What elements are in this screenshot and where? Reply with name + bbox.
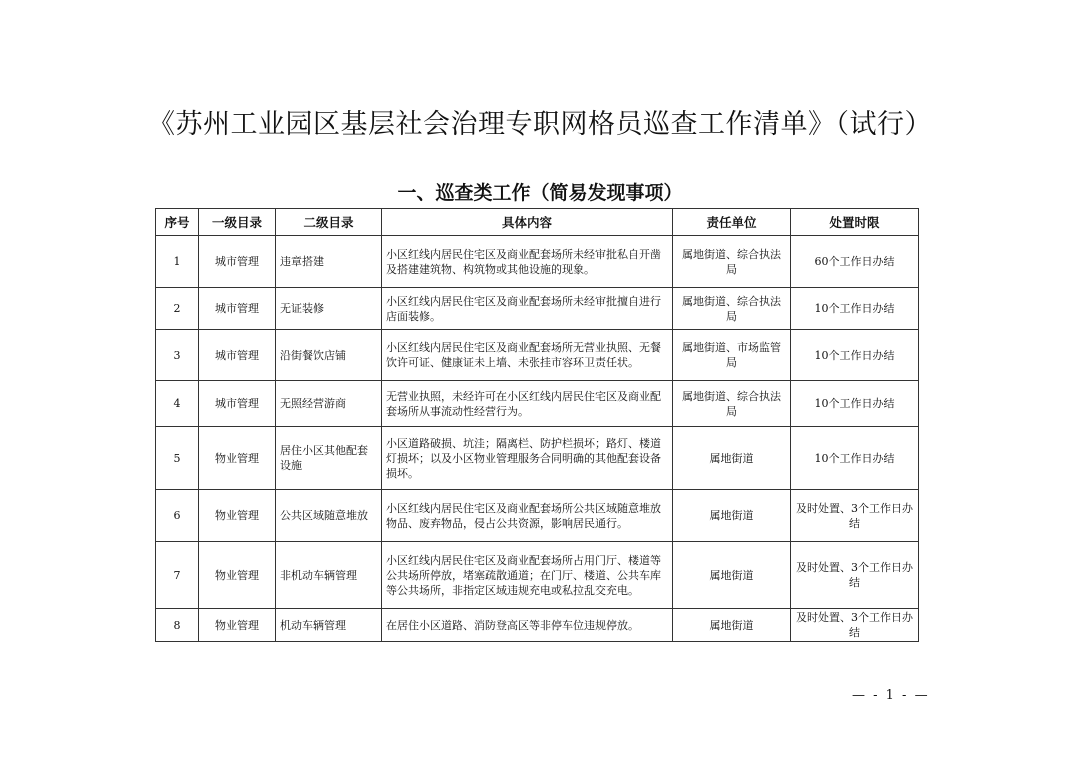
cell-unit: 属地街道: [673, 490, 791, 542]
cell-level2: 违章搭建: [276, 236, 382, 288]
header-content: 具体内容: [382, 209, 673, 236]
cell-level1: 城市管理: [199, 330, 276, 381]
cell-level2: 无照经营游商: [276, 381, 382, 427]
table-header-row: [156, 209, 919, 236]
cell-level2: 公共区域随意堆放: [276, 490, 382, 542]
cell-no: 3: [156, 330, 199, 381]
cell-unit: 属地街道: [673, 427, 791, 490]
cell-no: 5: [156, 427, 199, 490]
cell-level1: 物业管理: [199, 542, 276, 609]
cell-level1: 物业管理: [199, 609, 276, 642]
header-level2: 二级目录: [276, 209, 382, 236]
table-row: [156, 288, 919, 330]
page-number: — - 1 - —: [852, 688, 930, 703]
cell-level2: 非机动车辆管理: [276, 542, 382, 609]
header-deadline: 处置时限: [791, 209, 919, 236]
cell-level2: 居住小区其他配套设施: [276, 427, 382, 490]
cell-level1: 物业管理: [199, 490, 276, 542]
header-level1: 一级目录: [199, 209, 276, 236]
document-title: 《苏州工业园区基层社会治理专职网格员巡查工作清单》（试行）: [148, 109, 932, 140]
inspection-table: [155, 208, 919, 642]
table-row: [156, 330, 919, 381]
cell-level2: 机动车辆管理: [276, 609, 382, 642]
header-unit: 责任单位: [673, 209, 791, 236]
cell-unit: 属地街道、综合执法局: [673, 236, 791, 288]
section-title: 一、巡查类工作（简易发现事项）: [397, 182, 683, 204]
table-row: [156, 381, 919, 427]
cell-content: 小区红线内居民住宅区及商业配套场所未经审批擅自进行店面装修。: [382, 288, 673, 330]
cell-content: 小区红线内居民住宅区及商业配套场所无营业执照、无餐饮许可证、健康证未上墙、未张挂市容环卫责任状。: [382, 330, 673, 381]
cell-level2: 沿街餐饮店铺: [276, 330, 382, 381]
cell-deadline: 及时处置、3个工作日办结: [791, 542, 919, 609]
cell-deadline: 及时处置、3个工作日办结: [791, 490, 919, 542]
cell-deadline: 10个工作日办结: [791, 427, 919, 490]
table-row: [156, 542, 919, 609]
table-row: [156, 490, 919, 542]
cell-level2: 无证装修: [276, 288, 382, 330]
cell-unit: 属地街道、市场监管局: [673, 330, 791, 381]
cell-deadline: 及时处置、3个工作日办结: [791, 609, 919, 642]
cell-content: 无营业执照，未经许可在小区红线内居民住宅区及商业配套场所从事流动性经营行为。: [382, 381, 673, 427]
cell-no: 7: [156, 542, 199, 609]
header-no: 序号: [156, 209, 199, 236]
cell-content: 小区红线内居民住宅区及商业配套场所未经审批私自开凿及搭建建筑物、构筑物或其他设施的现象。: [382, 236, 673, 288]
cell-deadline: 10个工作日办结: [791, 330, 919, 381]
cell-unit: 属地街道: [673, 609, 791, 642]
cell-level1: 物业管理: [199, 427, 276, 490]
cell-unit: 属地街道: [673, 542, 791, 609]
cell-level1: 城市管理: [199, 236, 276, 288]
cell-no: 8: [156, 609, 199, 642]
cell-no: 2: [156, 288, 199, 330]
cell-no: 1: [156, 236, 199, 288]
table-row: [156, 427, 919, 490]
cell-content: 小区红线内居民住宅区及商业配套场所公共区域随意堆放物品、废弃物品，侵占公共资源，影响居民通行。: [382, 490, 673, 542]
cell-level1: 城市管理: [199, 288, 276, 330]
cell-content: 小区红线内居民住宅区及商业配套场所占用门厅、楼道等公共场所停放，堵塞疏散通道；在门厅、楼道、公共车库等公共场所，非指定区域违规充电或私拉乱交充电。: [382, 542, 673, 609]
cell-deadline: 10个工作日办结: [791, 381, 919, 427]
cell-no: 4: [156, 381, 199, 427]
cell-no: 6: [156, 490, 199, 542]
cell-content: 在居住小区道路、消防登高区等非停车位违规停放。: [382, 609, 673, 642]
cell-unit: 属地街道、综合执法局: [673, 288, 791, 330]
cell-unit: 属地街道、综合执法局: [673, 381, 791, 427]
cell-deadline: 10个工作日办结: [791, 288, 919, 330]
cell-content: 小区道路破损、坑洼；隔离栏、防护栏损坏；路灯、楼道灯损坏；以及小区物业管理服务合同明确的其他配套设备损坏。: [382, 427, 673, 490]
cell-level1: 城市管理: [199, 381, 276, 427]
table-row: [156, 609, 919, 642]
table-row: [156, 236, 919, 288]
cell-deadline: 60个工作日办结: [791, 236, 919, 288]
